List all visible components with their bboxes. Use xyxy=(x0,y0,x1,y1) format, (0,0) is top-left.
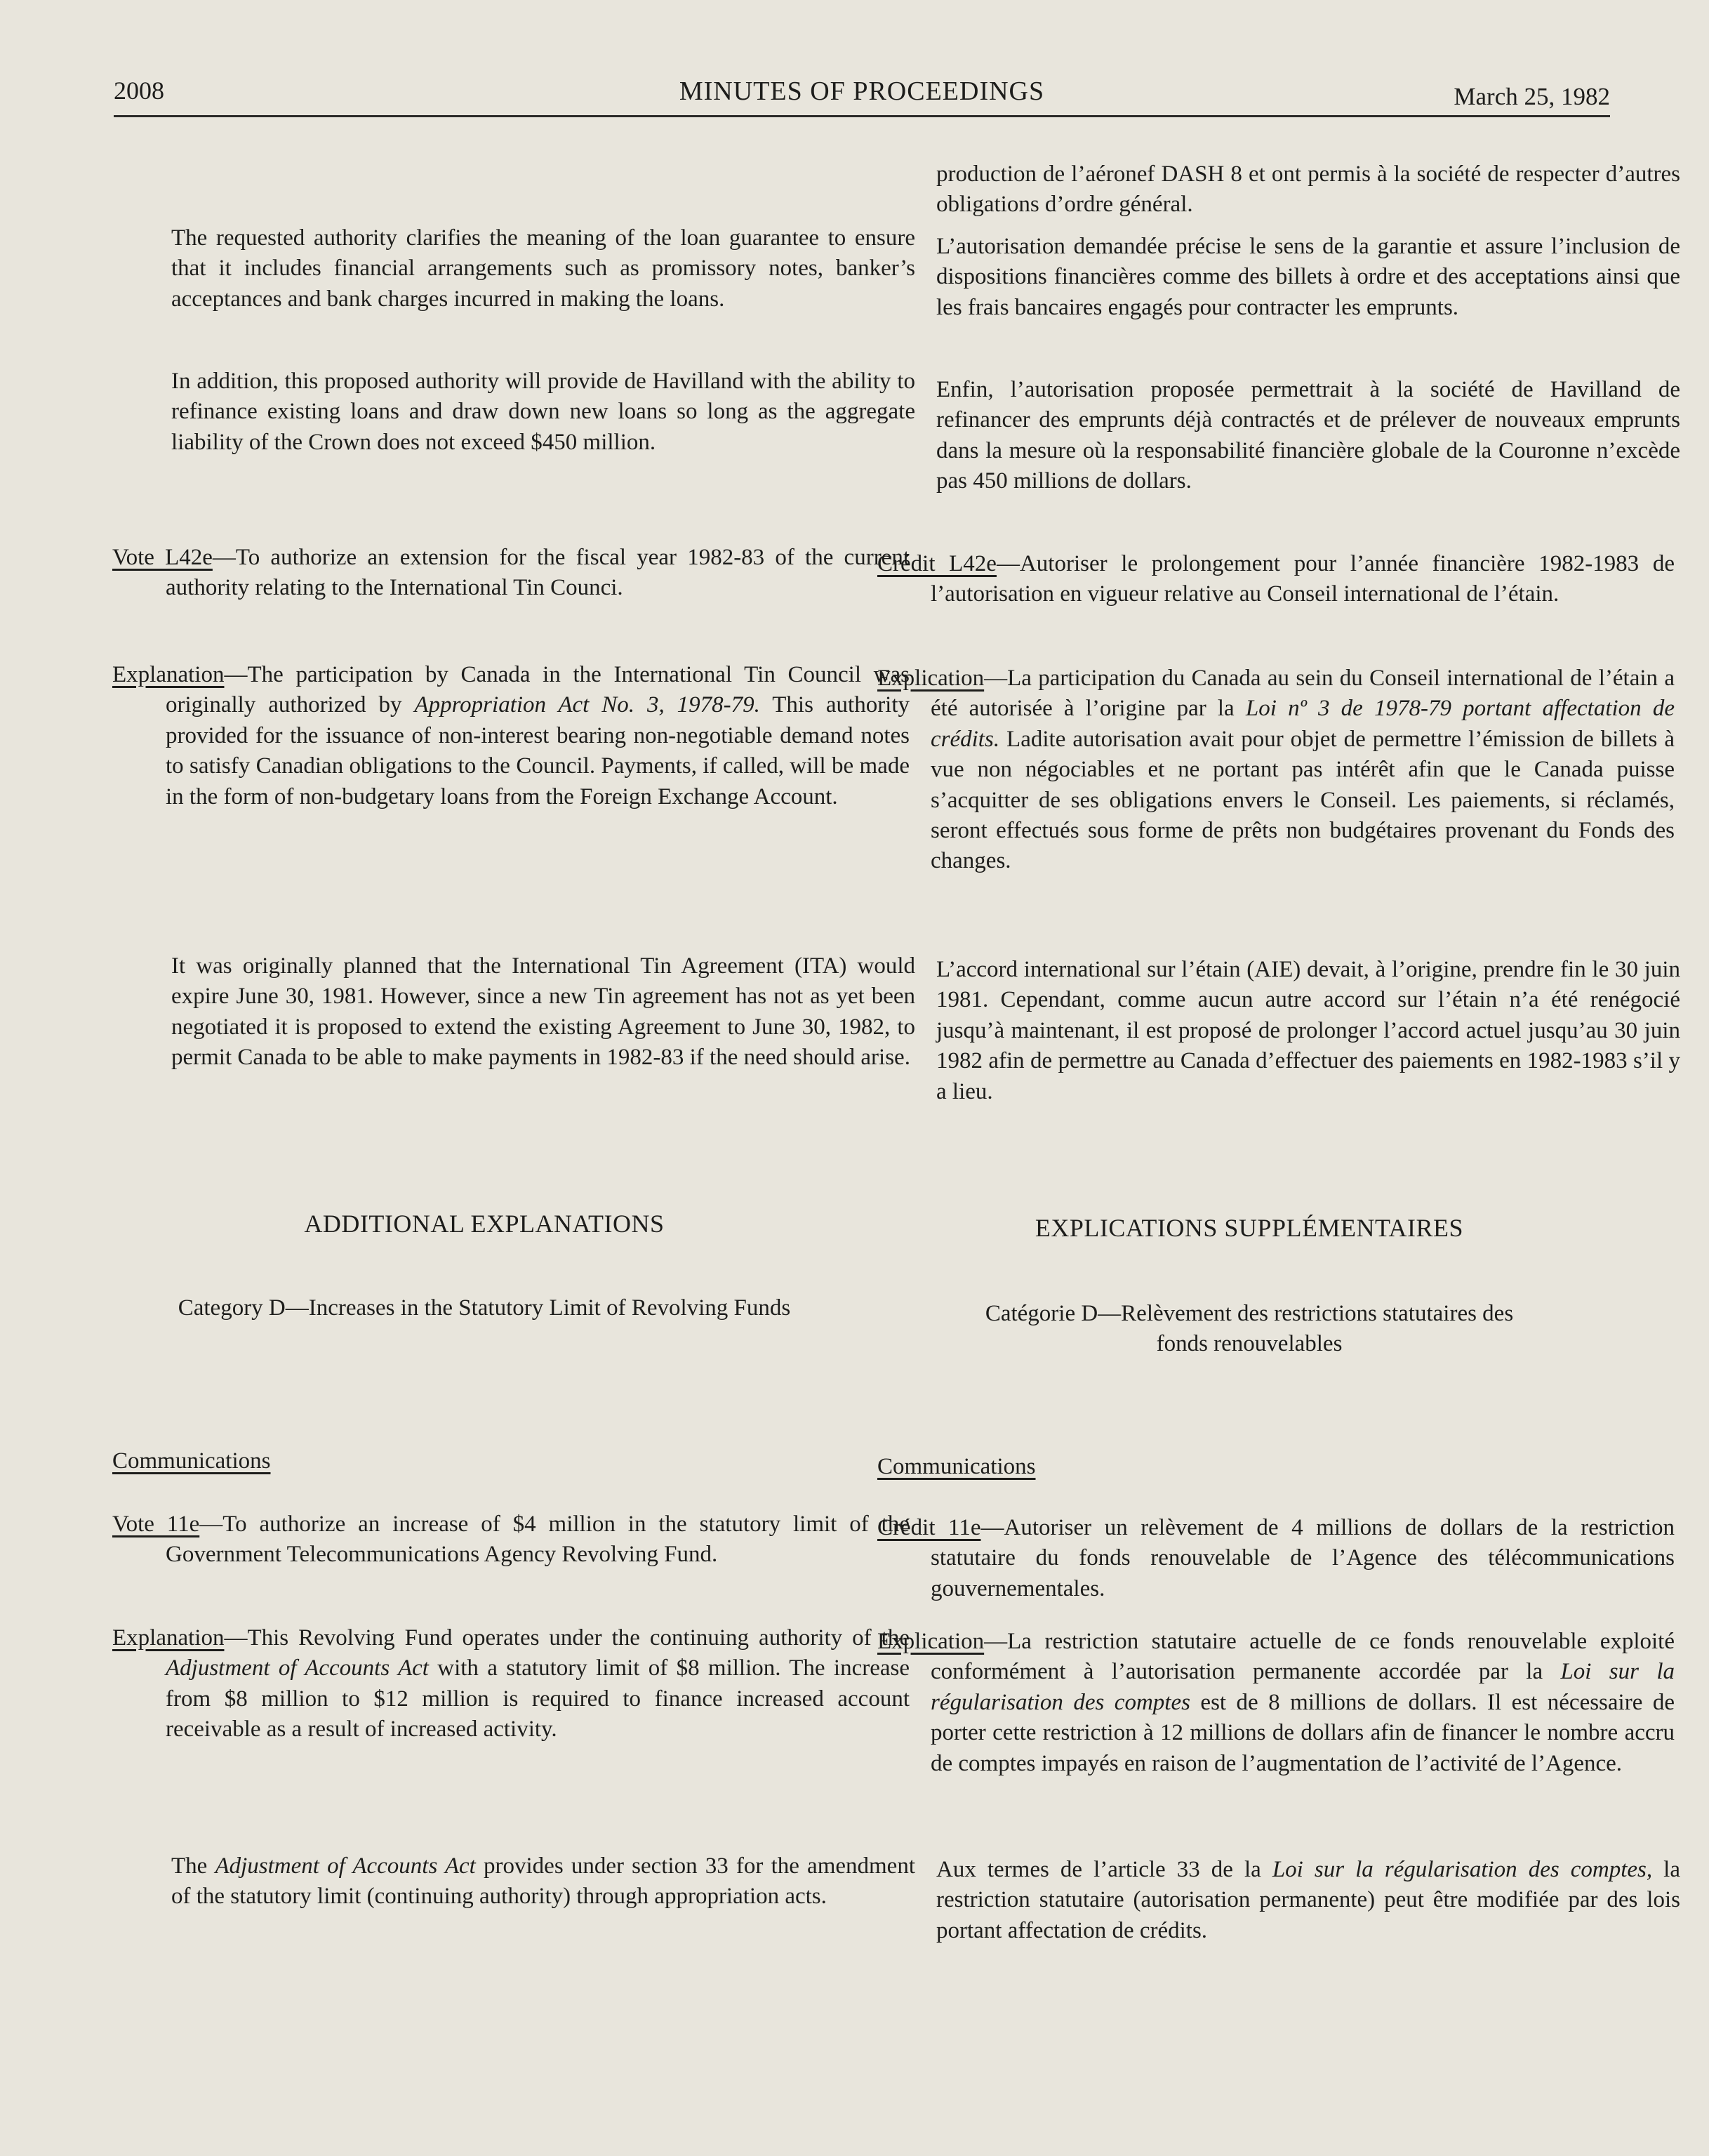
en-vote-l42e xyxy=(112,543,910,604)
en-explanation-tin-label: Explanation xyxy=(112,662,225,687)
en-vote-l42e-text: —To authorize an extension for the fiscal year 1982-83 of the current authority relating to the International Tin Counci. xyxy=(166,545,910,601)
en-category-heading: Category D—Increases in the Statutory Limit of Revolving Funds xyxy=(178,1295,791,1321)
running-title: MINUTES OF PROCEEDINGS xyxy=(679,77,1045,106)
fr-credit-11e xyxy=(877,1513,1675,1604)
en-act-citation: Appropriation Act No. 3, 1978-79. xyxy=(414,692,760,718)
fr-explication-etain: Explication—La participation du Canada au sein du Conseil international de l’étain a été autorisée à l’origine par la Loi nº 3 de 1978-79 portant affectation de crédits. Ladite autorisation avait pour objet de permettre l’émission de billets à vue non négociables et ne portant pas intérêt afin que le Canada puisse s’acquitter de ses obligations envers le Conseil. Les paiements, si réclamés, seront effectués sous forme de prêts non budgétaires provenant du Fonds des changes. xyxy=(877,666,1675,874)
fr-paragraph-article-33: Aux termes de l’article 33 de la Loi sur la régularisation des comptes, la restriction statutaire (autorisation permanente) peut être modifiée par des lois portant affectation de crédits. xyxy=(936,1857,1680,1943)
fr-credit-l42e-label: Crédit L42e xyxy=(877,551,997,576)
fr-act-citation: Loi nº 3 de 1978-79 portant affectation de crédits. xyxy=(931,696,1675,752)
header-rule xyxy=(114,115,1610,117)
en-vote-l42e-label: Vote L42e xyxy=(112,545,213,570)
fr-category-heading: Catégorie D—Relèvement des restrictions statutaires des fonds renouvelables xyxy=(985,1301,1514,1357)
en-vote-11e-label: Vote 11e xyxy=(112,1512,200,1537)
en-vote-11e-text: —To authorize an increase of $4 million in the statutory limit of the Government Telecommunications Agency Revolving Fund. xyxy=(166,1512,910,1568)
page-number: 2008 xyxy=(114,77,164,105)
en-paragraph-tin-agreement: It was originally planned that the International Tin Agreement (ITA) would expire June 30, 1981. However, since a new Tin agreement has not as yet been negotiated it is proposed to extend the existing Agreement to June 30, 1982, to permit Canada to be able to make payments in 1982-83 if the need should arise. xyxy=(171,953,915,1071)
fr-credit-l42e-text: —Autoriser le prolongement pour l’année financière 1982-1983 de l’autorisation en vigueur relative au Conseil international de l’étain. xyxy=(931,551,1675,607)
fr-paragraph-accord-etain: L’accord international sur l’étain (AIE) devait, à l’origine, prendre fin le 30 juin 1981. Cependant, comme aucun autre accord sur l’étain n’a été renégocié jusqu’à maintenant, il est proposé de prolonger l’accord actuel jusqu’au 30 juin 1982 afin de permettre au Canada d’effectuer des paiements en 1982-1983 s’il y a lieu. xyxy=(936,957,1680,1104)
fr-credit-l42e xyxy=(877,549,1675,610)
en-section-heading: ADDITIONAL EXPLANATIONS xyxy=(304,1210,665,1238)
en-explanation-revolving-fund: Explanation—This Revolving Fund operates under the continuing authority of the Adjustment of Accounts Act with a statutory limit of $8 million. The increase from $8 million to $12 million is required to finance increased account receivable as a result of increased activity. xyxy=(112,1625,910,1742)
fr-explication-fonds-label: Explication xyxy=(877,1629,985,1654)
page-header xyxy=(114,76,1610,118)
fr-section-heading: EXPLICATIONS SUPPLÉMENTAIRES xyxy=(1035,1214,1464,1242)
fr-paragraph-dash8: production de l’aéronef DASH 8 et ont permis à la société de respecter d’autres obligations d’ordre général. xyxy=(936,161,1680,218)
en-communications-heading: Communications xyxy=(112,1448,271,1474)
en-explanation-tin: Explanation—The participation by Canada in the International Tin Council was originally authorized by Appropriation Act No. 3, 1978-79. This authority provided for the issuance of non-interest bearing non-negotiable demand notes to satisfy Canadian obligations to the Council. Payments, if called, will be made in the form of non-budgetary loans from the Foreign Exchange Account. xyxy=(112,662,910,809)
fr-credit-11e-text: —Autoriser un relèvement de 4 millions de dollars de la restriction statutaire du fonds renouvelable de l’Agence des télécommunications gouvernementales. xyxy=(931,1515,1675,1601)
fr-explication-fonds: Explication—La restriction statutaire actuelle de ce fonds renouvelable exploité conformément à l’autorisation permanente accordée par la Loi sur la régularisation des comptes est de 8 millions de dollars. Il est nécessaire de porter cette restriction à 12 millions de dollars afin de financer le nombre accru de comptes impayés en raison de l’augmentation de l’activité de l’Agence. xyxy=(877,1629,1675,1776)
en-explanation-fund-label: Explanation xyxy=(112,1625,225,1651)
fr-communications-heading: Communications xyxy=(877,1454,1036,1479)
en-vote-11e xyxy=(112,1509,910,1570)
fr-paragraph-refinancer: Enfin, l’autorisation proposée permettrait à la société de Havilland de refinancer des emprunts déjà contractés et de prélever de nouveaux emprunts dans la mesure où la responsabilité financière globale de la Couronne n’excède pas 450 millions de dollars. xyxy=(936,377,1680,494)
fr-paragraph-garantie: L’autorisation demandée précise le sens de la garantie et assure l’inclusion de dispositions financières comme des billets à ordre et des acceptations ainsi que les frais bancaires engagés pour contracter les emprunts. xyxy=(936,234,1680,320)
en-paragraph-refinance: In addition, this proposed authority will provide de Havilland with the ability to refinance existing loans and draw down new loans so long as the aggregate liability of the Crown does not exceed $450 million. xyxy=(171,369,915,455)
fr-credit-11e-label: Crédit 11e xyxy=(877,1515,981,1540)
en-paragraph-loan-guarantee: The requested authority clarifies the meaning of the loan guarantee to ensure that it includes financial arrangements such as promissory notes, banker’s acceptances and bank charges incurred in making the loans. xyxy=(171,225,915,312)
fr-explication-etain-label: Explication xyxy=(877,666,985,691)
en-paragraph-section-33: The Adjustment of Accounts Act provides under section 33 for the amendment of the statutory limit (continuing authority) through appropriation acts. xyxy=(171,1853,915,1910)
page-date: March 25, 1982 xyxy=(1454,83,1610,110)
